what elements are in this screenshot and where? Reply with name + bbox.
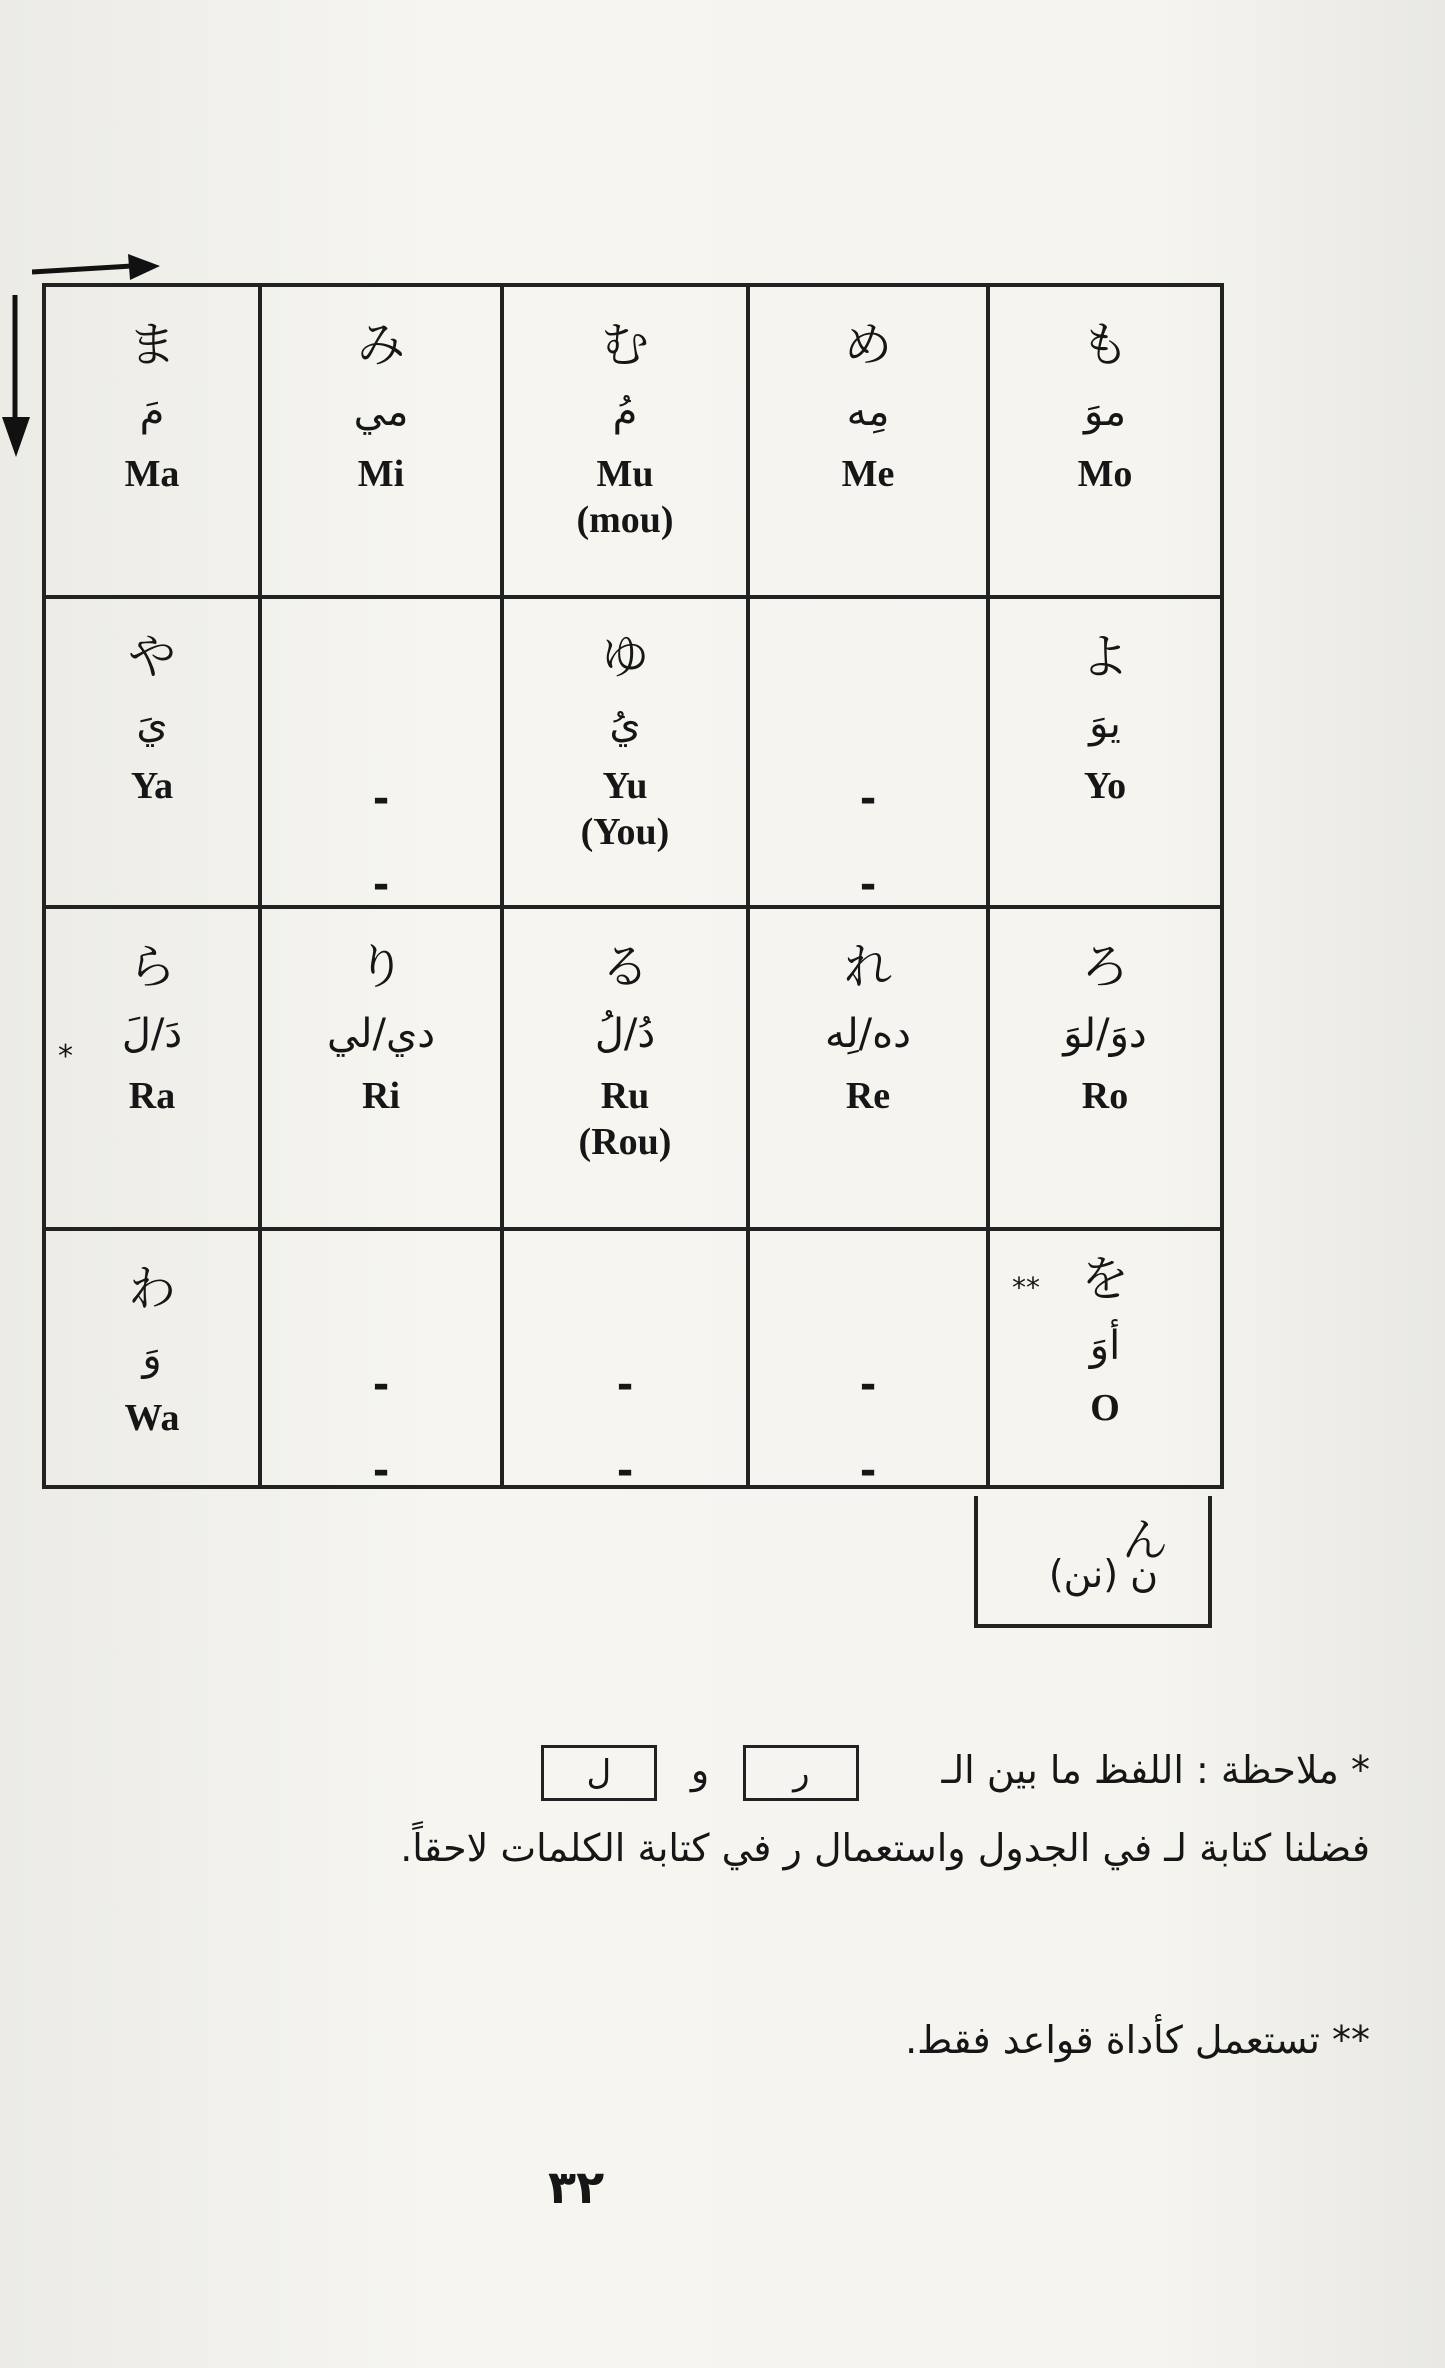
cell-mo xyxy=(988,285,1222,597)
romaji-label: Yo xyxy=(1083,765,1127,807)
arrow-down-icon xyxy=(0,295,34,460)
romaji-label: Wa xyxy=(124,1397,180,1439)
kana-char: ゆ xyxy=(600,629,649,685)
note-1-prefix: * ملاحظة : اللفظ ما بين الـ xyxy=(941,1748,1370,1792)
kana-char: ら xyxy=(127,939,176,995)
romaji-label: Mi xyxy=(357,453,405,495)
romaji-alt-label: (mou) xyxy=(576,499,674,541)
kana-char: ん xyxy=(1122,1513,1168,1567)
note-1-and: و xyxy=(690,1748,710,1792)
romaji-alt-label: (Rou) xyxy=(578,1121,672,1163)
cell-yu xyxy=(502,597,748,907)
arabic-transcription: دوَ/لوَ xyxy=(1063,1011,1147,1057)
arabic-transcription: وَ xyxy=(142,1333,162,1379)
cell-wo xyxy=(988,1229,1222,1487)
romaji-label: Ma xyxy=(124,453,180,495)
kana-char: も xyxy=(1080,317,1129,373)
dash-mark: - xyxy=(616,1362,634,1408)
dash-mark: - xyxy=(616,1448,634,1494)
arabic-transcription: دي/لي xyxy=(326,1011,436,1057)
romaji-label: Mo xyxy=(1077,453,1133,495)
cell-wi-empty xyxy=(260,1229,502,1494)
kana-char: め xyxy=(843,317,892,373)
kana-char: を xyxy=(1080,1251,1129,1307)
cell-mu xyxy=(502,285,748,597)
cell-ya xyxy=(44,597,260,907)
romaji-label: Ru xyxy=(600,1075,650,1117)
kana-char: る xyxy=(600,939,649,995)
arabic-transcription: موَ xyxy=(1083,389,1127,435)
kana-table xyxy=(42,283,1224,1494)
romaji-label: Ra xyxy=(128,1075,176,1117)
cell-mi xyxy=(260,285,502,597)
cell-wa xyxy=(44,1229,260,1487)
romaji-alt-label: (You) xyxy=(580,811,670,853)
arabic-transcription: يُ xyxy=(609,701,641,747)
dash-mark: - xyxy=(372,1448,390,1494)
kana-char: ろ xyxy=(1080,939,1129,995)
arabic-transcription: ن (نن) xyxy=(1048,1552,1158,1596)
romaji-label: Re xyxy=(845,1075,891,1117)
romaji-label: Ro xyxy=(1081,1075,1129,1117)
kana-char: み xyxy=(356,317,405,373)
cell-wu-empty xyxy=(502,1229,748,1494)
romaji-label: Ya xyxy=(130,765,174,807)
arabic-transcription: يوَ xyxy=(1089,701,1121,747)
dash-mark: - xyxy=(859,776,877,822)
dash-mark: - xyxy=(859,862,877,908)
dash-mark: - xyxy=(859,1448,877,1494)
boxed-letter-ra: ر xyxy=(743,1745,859,1801)
arabic-transcription: مي xyxy=(353,389,409,435)
kana-char: む xyxy=(600,317,649,373)
arabic-transcription: مُ xyxy=(612,389,638,435)
table-row-r xyxy=(44,907,1222,1229)
arabic-transcription: دَ/لَ xyxy=(121,1011,183,1057)
dash-mark: - xyxy=(372,776,390,822)
footnote-mark: * xyxy=(58,1039,73,1074)
romaji-label: Mu xyxy=(596,453,654,495)
cell-yo xyxy=(988,597,1222,907)
romaji-label: Ri xyxy=(362,1075,400,1117)
cell-ri xyxy=(260,907,502,1229)
note-1-line-1 xyxy=(519,1740,1370,1801)
cell-ra xyxy=(44,907,260,1229)
arabic-transcription: دُ/لُ xyxy=(594,1011,656,1057)
arabic-transcription: مِه xyxy=(846,389,890,435)
cell-ma xyxy=(44,285,260,597)
kana-char: や xyxy=(127,629,176,685)
cell-me xyxy=(748,285,988,597)
dash-mark: - xyxy=(372,1362,390,1408)
romaji-label: O xyxy=(1090,1387,1120,1429)
arabic-transcription: أوَ xyxy=(1089,1323,1121,1369)
kana-char: れ xyxy=(843,939,892,995)
boxed-letter-lam: ل xyxy=(541,1745,657,1801)
cell-n xyxy=(974,1496,1212,1628)
arabic-transcription: مَ xyxy=(139,389,165,435)
dash-mark: - xyxy=(372,862,390,908)
table-row-m xyxy=(44,285,1222,597)
cell-ru xyxy=(502,907,748,1229)
kana-char: よ xyxy=(1080,629,1129,685)
cell-re xyxy=(748,907,988,1229)
note-1-line-2: فضلنا كتابة لـ في الجدول واستعمال ر في كتابة الكلمات لاحقاً. xyxy=(400,1826,1370,1870)
cell-we-empty xyxy=(748,1229,988,1494)
cell-ye-empty xyxy=(748,597,988,907)
footnote-mark: ** xyxy=(1012,1271,1040,1304)
romaji-label: Yu xyxy=(602,765,648,807)
table-row-w xyxy=(44,1229,1222,1487)
page-number: ٣٢ xyxy=(548,2160,605,2214)
note-2: ** تستعمل كأداة قواعد فقط. xyxy=(905,2018,1370,2062)
table-row-y xyxy=(44,597,1222,907)
romaji-label: Me xyxy=(841,453,895,495)
kana-char: わ xyxy=(127,1261,176,1317)
kana-char: り xyxy=(356,939,405,995)
cell-yi-empty xyxy=(260,597,502,907)
dash-mark: - xyxy=(859,1362,877,1408)
kana-char: ま xyxy=(127,317,176,373)
cell-ro xyxy=(988,907,1222,1229)
arabic-transcription: يَ xyxy=(136,701,168,747)
arabic-transcription: ده/لِه xyxy=(825,1011,911,1057)
